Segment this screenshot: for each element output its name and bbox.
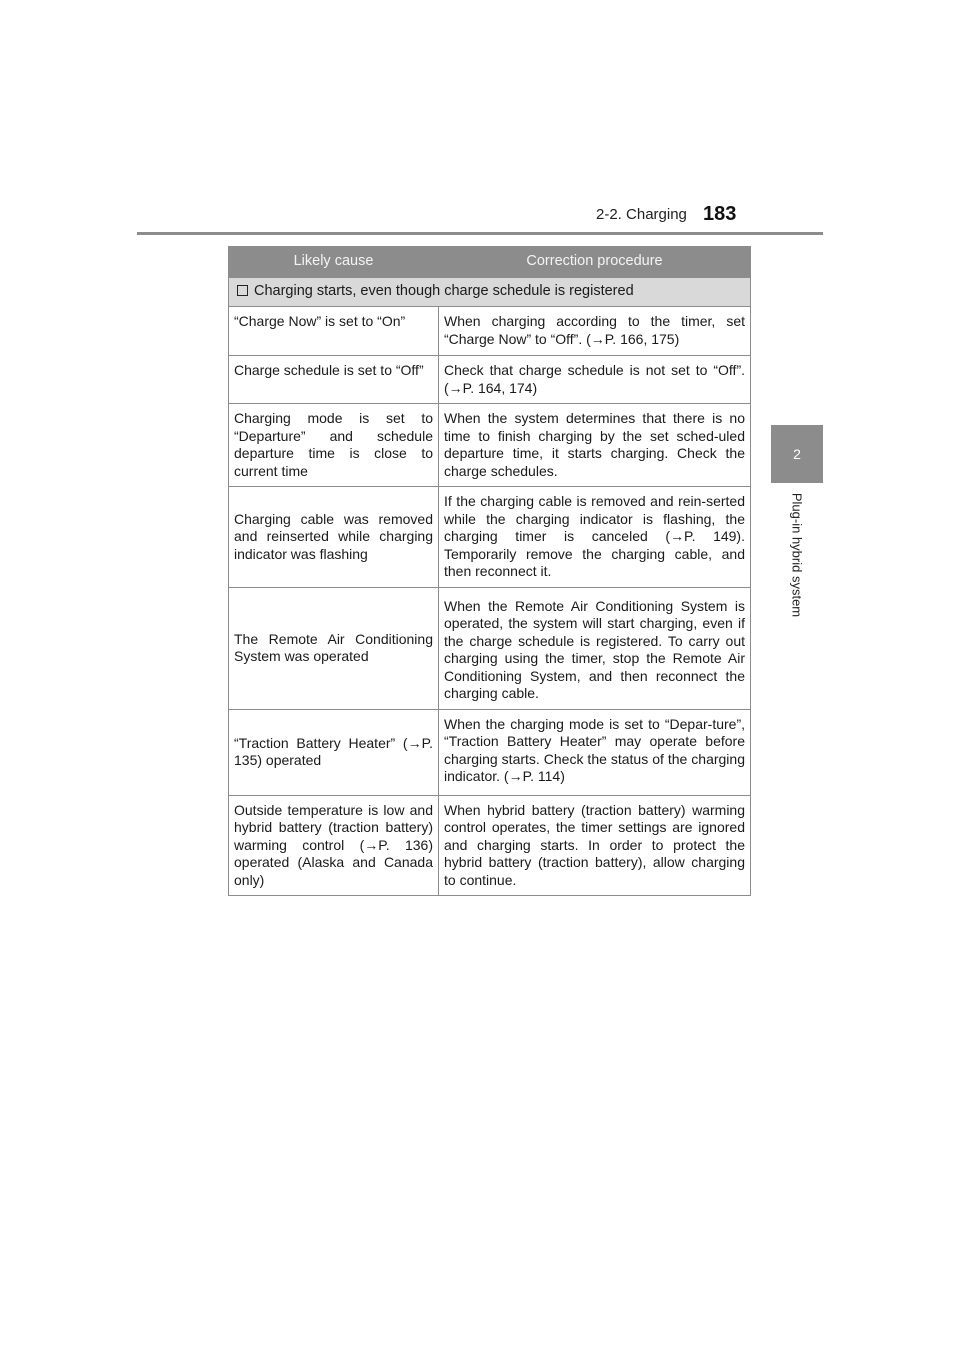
chapter-tab xyxy=(771,425,823,483)
table-header-row xyxy=(229,247,751,278)
table-row xyxy=(229,709,751,795)
chapter-title: Plug-in hybrid system xyxy=(789,492,805,618)
column-header-correction-procedure: Correction procedure xyxy=(439,247,751,278)
group-title: Charging starts, even though charge schedule is registered xyxy=(254,283,634,300)
likely-cause-cell: Charging mode is set to “Departure” and schedule departure time is close to current time xyxy=(229,404,439,487)
table-row xyxy=(229,587,751,709)
header-divider xyxy=(137,232,823,235)
table-row xyxy=(229,487,751,588)
section-title: 2-2. Charging xyxy=(596,206,687,223)
correction-cell: If the charging cable is removed and rein-serted while the charging indicator is flashing, the charging timer is canceled (→P. 149). Temporarily remove the charging cable, and then reconnect it. xyxy=(439,487,751,588)
checkbox-icon xyxy=(237,285,248,296)
likely-cause-cell: “Traction Battery Heater” (→P. 135) operated xyxy=(229,709,439,795)
table-row xyxy=(229,307,751,356)
correction-cell: When charging according to the timer, set “Charge Now” to “Off”. (→P. 166, 175) xyxy=(439,307,751,356)
likely-cause-cell: The Remote Air Conditioning System was operated xyxy=(229,587,439,709)
likely-cause-cell: Outside temperature is low and hybrid battery (traction battery) warming control (→P. 136) operated (Alaska and Canada only) xyxy=(229,795,439,896)
correction-cell: When the system determines that there is no time to finish charging by the set sched-uled departure time, it starts charging. Check the charge schedules. xyxy=(439,404,751,487)
group-header-row xyxy=(229,278,751,307)
table-row xyxy=(229,795,751,896)
troubleshooting-table xyxy=(228,246,751,896)
likely-cause-cell: Charging cable was removed and reinserted while charging indicator was flashing xyxy=(229,487,439,588)
table-row xyxy=(229,404,751,487)
group-header-cell xyxy=(229,278,751,307)
table-row xyxy=(229,356,751,404)
correction-cell: When the Remote Air Conditioning System is operated, the system will start charging, even if the charge schedule is registered. To carry out charging using the timer, stop the Remote Air Conditioning System, and then reconnect the charging cable. xyxy=(439,587,751,709)
correction-cell: When hybrid battery (traction battery) warming control operates, the timer settings are ignored and charging starts. In order to protect the hybrid battery (traction battery), allow charging to continue. xyxy=(439,795,751,896)
correction-cell: When the charging mode is set to “Depar-ture”, “Traction Battery Heater” may operate before charging starts. Check the status of the charging indicator. (→P. 114) xyxy=(439,709,751,795)
page-number: 183 xyxy=(703,203,737,225)
likely-cause-cell: “Charge Now” is set to “On” xyxy=(229,307,439,356)
column-header-likely-cause: Likely cause xyxy=(229,247,439,278)
correction-cell: Check that charge schedule is not set to “Off”. (→P. 164, 174) xyxy=(439,356,751,404)
likely-cause-cell: Charge schedule is set to “Off” xyxy=(229,356,439,404)
chapter-number: 2 xyxy=(793,446,801,462)
